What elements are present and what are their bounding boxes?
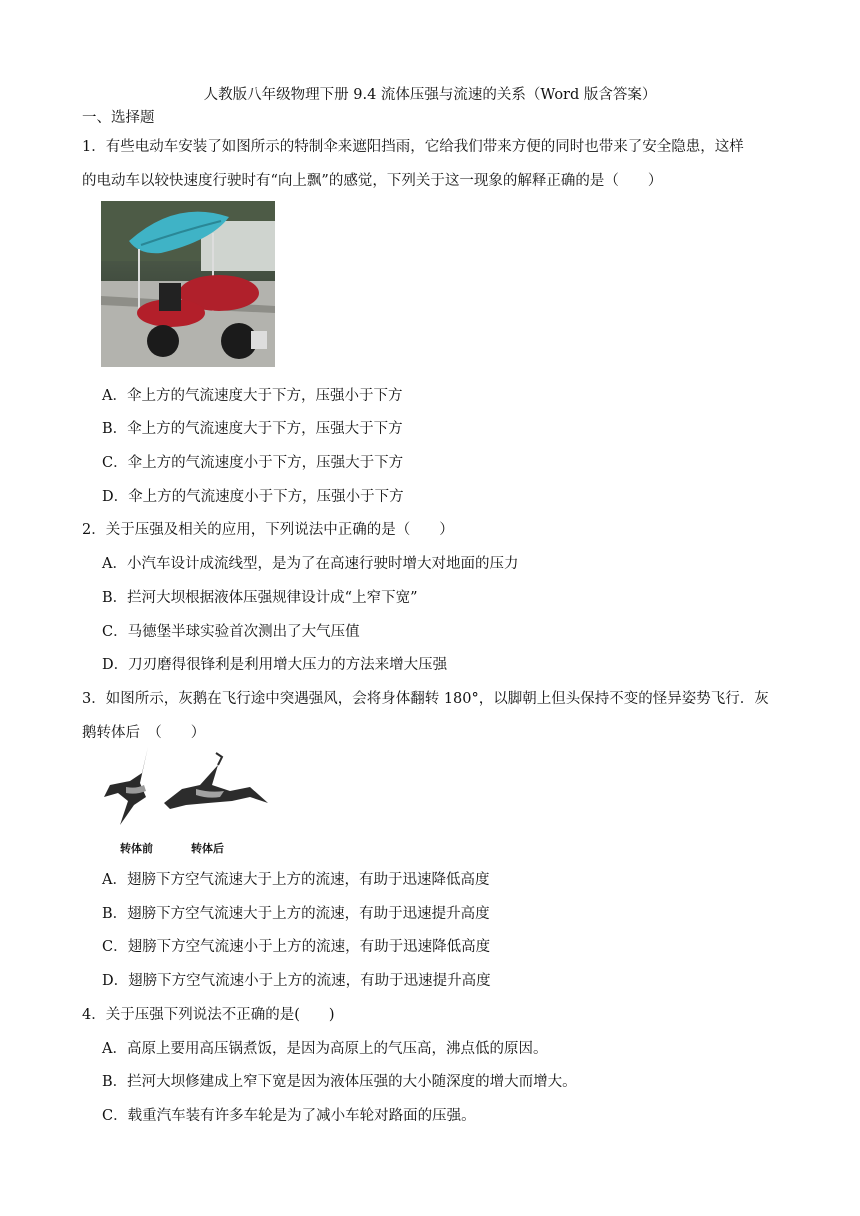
q3-option-d[interactable]: D．翅膀下方空气流速小于上方的流速，有助于迅速提升高度	[102, 973, 491, 989]
q3-option-c[interactable]: C．翅膀下方空气流速小于上方的流速，有助于迅速降低高度	[102, 939, 491, 955]
q4-option-a[interactable]: A．高原上要用高压锅煮饭，是因为高原上的气压高，沸点低的原因。	[102, 1041, 548, 1057]
q2-option-c[interactable]: C．马德堡半球实验首次测出了大气压值	[102, 624, 360, 640]
question-1-stem-line-2: 的电动车以较快速度行驶时有“向上飘”的感觉，下列关于这一现象的解释正确的是（ ）	[82, 173, 663, 189]
section-heading: 一、选择题	[82, 110, 155, 126]
q1-option-c[interactable]: C．伞上方的气流速度小于下方，压强大于下方	[102, 455, 404, 471]
question-2-stem: 2．关于压强及相关的应用，下列说法中正确的是（ ）	[82, 522, 454, 538]
caption-before-turn: 转体前	[120, 842, 153, 855]
question-4-stem: 4．关于压强下列说法不正确的是( )	[82, 1007, 335, 1023]
question-1-stem-line-1: 1．有些电动车安装了如图所示的特制伞来遮阳挡雨，它给我们带来方便的同时也带来了安全隐患，这样	[82, 139, 744, 155]
q1-option-b[interactable]: B．伞上方的气流速度大于下方，压强大于下方	[102, 421, 403, 437]
question-3-stem-line-2: 鹅转体后 （ ）	[82, 725, 206, 741]
q3-option-b[interactable]: B．翅膀下方空气流速大于上方的流速，有助于迅速提升高度	[102, 906, 490, 922]
q4-option-b[interactable]: B．拦河大坝修建成上窄下宽是因为液体压强的大小随深度的增大而增大。	[102, 1074, 577, 1090]
q1-option-a[interactable]: A．伞上方的气流速度大于下方，压强小于下方	[102, 388, 403, 404]
q1-option-d[interactable]: D．伞上方的气流速度小于下方，压强小于下方	[102, 489, 404, 505]
q4-option-c[interactable]: C．载重汽车装有许多车轮是为了减小车轮对路面的压强。	[102, 1108, 476, 1124]
q2-option-a[interactable]: A．小汽车设计成流线型，是为了在高速行驶时增大对地面的压力	[102, 556, 519, 572]
page-title: 人教版八年级物理下册 9.4 流体压强与流速的关系（Word 版含答案）	[203, 87, 657, 103]
q3-option-a[interactable]: A．翅膀下方空气流速大于上方的流速，有助于迅速降低高度	[102, 872, 490, 888]
q2-option-b[interactable]: B．拦河大坝根据液体压强规律设计成“上窄下宽”	[102, 590, 418, 606]
caption-after-turn: 转体后	[191, 842, 224, 855]
scooter-umbrella-photo	[101, 201, 275, 367]
question-3-stem-line-1: 3．如图所示，灰鹅在飞行途中突遇强风，会将身体翻转 180°，以脚朝上但头保持不变的怪异姿势飞行．灰	[82, 691, 769, 707]
q2-option-d[interactable]: D．刀刃磨得很锋利是利用增大压力的方法来增大压强	[102, 657, 448, 673]
